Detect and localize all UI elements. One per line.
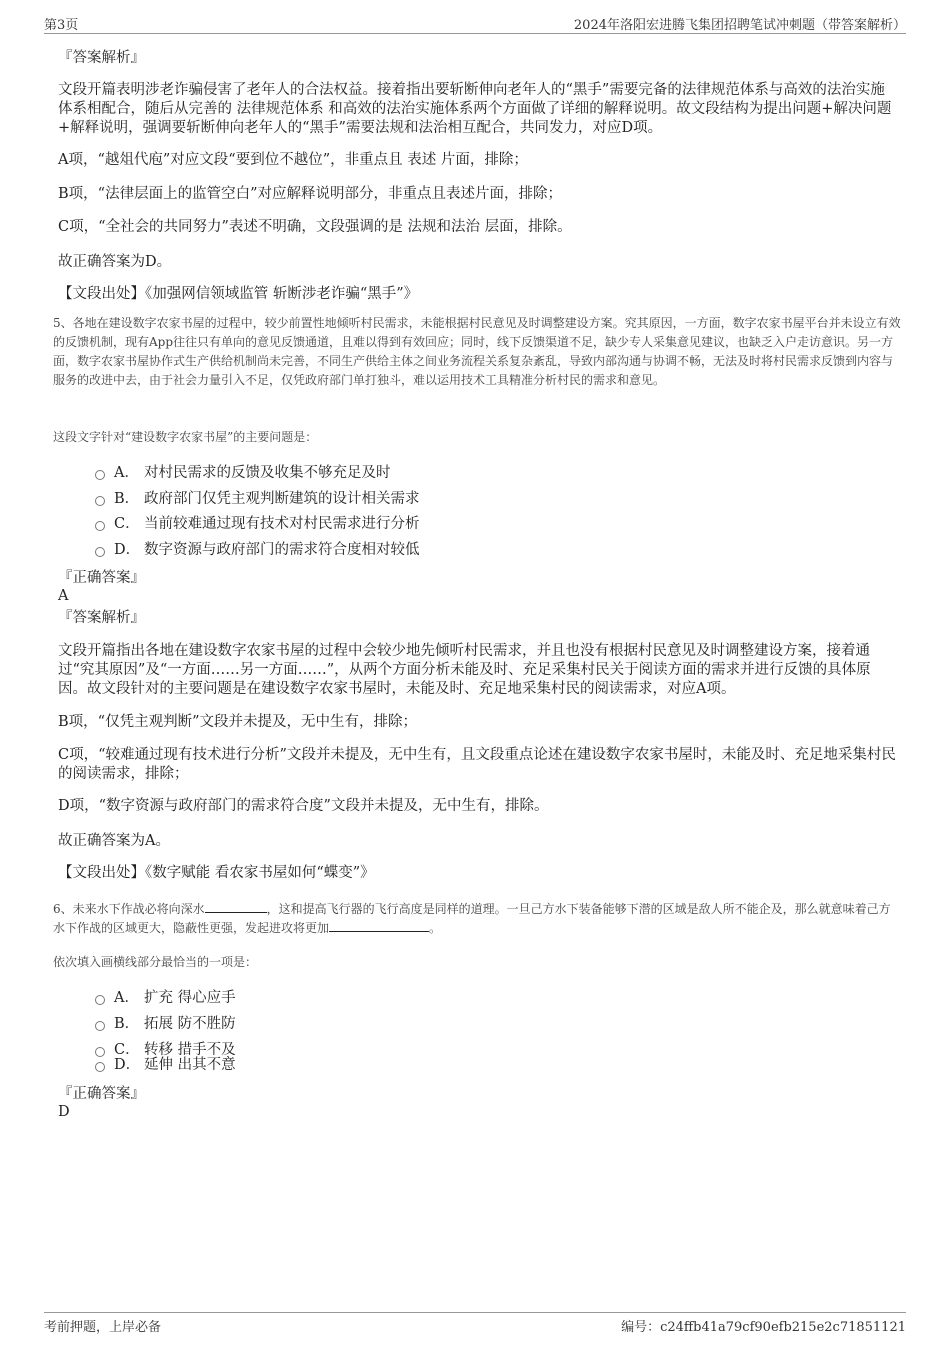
footer-divider xyxy=(44,1312,906,1313)
page-number: 第3页 xyxy=(44,18,79,33)
radio-icon[interactable] xyxy=(95,470,105,480)
q4-option-a-explanation: A项，“越俎代庖”对应文段“要到位不越位”，非重点且 表述 片面，排除； xyxy=(58,152,528,168)
radio-icon[interactable] xyxy=(95,995,105,1005)
q5-stem: 5、各地在建设数字农家书屋的过程中，较少前置性地倾听村民需求，未能根据村民意见及时调整建设方案。究其原因，一方面，数字农家书屋平台并未设立有效的反馈机制，现有App往往只有单向的意见反馈通道，且难以得到有效回应；同时，线下反馈渠道不足，缺少专人采集意见建议，也缺乏入户走访意识。另一方面，数字农家书屋协作式生产供给机制尚未完善，不同生产供给主体之间业务流程关系复杂紊乱，导致内部沟通与协调不畅，无法及时将村民需求反馈到内容与服务的改进中去，由于社会力量引入不足，仅凭政府部门单打独斗，难以运用技术工具精准分析村民的需求和意见。 xyxy=(53,316,901,387)
fill-blank-1[interactable] xyxy=(205,900,267,913)
q5-option-a[interactable]: A． 对村民需求的反馈及收集不够充足及时 xyxy=(95,463,391,483)
q5-option-c-explanation: C项，“较难通过现有技术进行分析”文段并未提及，无中生有，且文段重点论述在建设数字农家书屋时，未能及时、充足地采集村民的阅读需求，排除； xyxy=(58,747,896,782)
q5-option-b[interactable]: B． 政府部门仅凭主观判断建筑的设计相关需求 xyxy=(95,489,420,509)
q4-option-b-explanation: B项，“法律层面上的监管空白”对应解释说明部分，非重点且表述片面，排除； xyxy=(58,186,562,202)
q5-option-b-explanation: B项，“仅凭主观判断”文段并未提及，无中生有，排除； xyxy=(58,714,417,730)
q5-option-c[interactable]: C． 当前较难通过现有技术对村民需求进行分析 xyxy=(95,514,420,534)
q6-stem: 6、未来水下作战必将向深水 ，这和提高飞行器的飞行高度是同样的道理。一旦己方水下装备能够下潜的区域是敌人所不能企及，那么就意味着己方水下作战的区域更大，隐蔽性更强，发起进攻将更加 。 xyxy=(53,902,891,935)
q6-answer-label: 『正确答案』 xyxy=(58,1086,145,1102)
q5-analysis-text: 文段开篇指出各地在建设数字农家书屋的过程中会较少地先倾听村民需求，并且也没有根据村民意见及时调整建设方案，接着通过“究其原因”及“一方面……另一方面……”，从两个方面分析未能及时、充足采集村民关于阅读方面的需求并进行反馈的具体原因。故文段针对的主要问题是在建设数字农家书屋时，未能及时、充足地采集村民的阅读需求，对应A项。 xyxy=(58,643,871,697)
radio-icon[interactable] xyxy=(95,1062,105,1072)
q4-analysis-label: 『答案解析』 xyxy=(58,50,145,66)
header-divider xyxy=(44,33,906,34)
page-header xyxy=(44,14,906,32)
radio-icon[interactable] xyxy=(95,521,105,531)
radio-icon[interactable] xyxy=(95,496,105,506)
q4-source: 【文段出处】《加强网信领域监管 斩断涉老诈骗“黑手”》 xyxy=(58,286,419,302)
q6-answer: D xyxy=(58,1104,70,1120)
q5-conclusion: 故正确答案为A。 xyxy=(58,833,170,849)
fill-blank-2[interactable] xyxy=(329,919,429,932)
radio-icon[interactable] xyxy=(95,1021,105,1031)
q5-analysis-label: 『答案解析』 xyxy=(58,610,145,626)
q6-option-d[interactable]: D． 延伸 出其不意 xyxy=(95,1055,236,1075)
q5-option-d-explanation: D项，“数字资源与政府部门的需求符合度”文段并未提及，无中生有，排除。 xyxy=(58,798,549,814)
document-code: 编号：c24ffb41a79cf90efb215e2c71851121 xyxy=(621,1320,906,1335)
q4-option-c-explanation: C项，“全社会的共同努力”表述不明确，文段强调的是 法规和法治 层面，排除。 xyxy=(58,219,572,235)
q5-question: 这段文字针对“建设数字农家书屋”的主要问题是： xyxy=(53,430,318,444)
q4-analysis-text: 文段开篇表明涉老诈骗侵害了老年人的合法权益。接着指出要斩断伸向老年人的“黑手”需要完备的法律规范体系与高效的法治实施体系相配合，随后从完善的 法律规范体系 和高效的法治实施体系两个方面做了详细的解释说明。故文段结构为提出问题+解决问题+解释说明，强调要斩断伸向老年人的“黑手”需要法规和法治相互配合，共同发力，对应D项。 xyxy=(58,82,892,136)
q5-option-d[interactable]: D． 数字资源与政府部门的需求符合度相对较低 xyxy=(95,540,420,560)
q6-option-b[interactable]: B． 拓展 防不胜防 xyxy=(95,1014,236,1034)
q5-source: 【文段出处】《数字赋能 看农家书屋如何“蝶变”》 xyxy=(58,865,375,881)
q5-answer: A xyxy=(58,588,69,604)
q4-conclusion: 故正确答案为D。 xyxy=(58,254,172,270)
footer-slogan: 考前押题，上岸必备 xyxy=(44,1320,162,1335)
q6-question: 依次填入画横线部分最恰当的一项是： xyxy=(53,955,258,969)
q5-answer-label: 『正确答案』 xyxy=(58,570,145,586)
q6-option-c[interactable]: C． 转移 措手不及 xyxy=(95,1040,236,1060)
document-title: 2024年洛阳宏进腾飞集团招聘笔试冲刺题（带答案解析） xyxy=(573,18,906,33)
q6-option-a[interactable]: A． 扩充 得心应手 xyxy=(95,988,236,1008)
radio-icon[interactable] xyxy=(95,547,105,557)
